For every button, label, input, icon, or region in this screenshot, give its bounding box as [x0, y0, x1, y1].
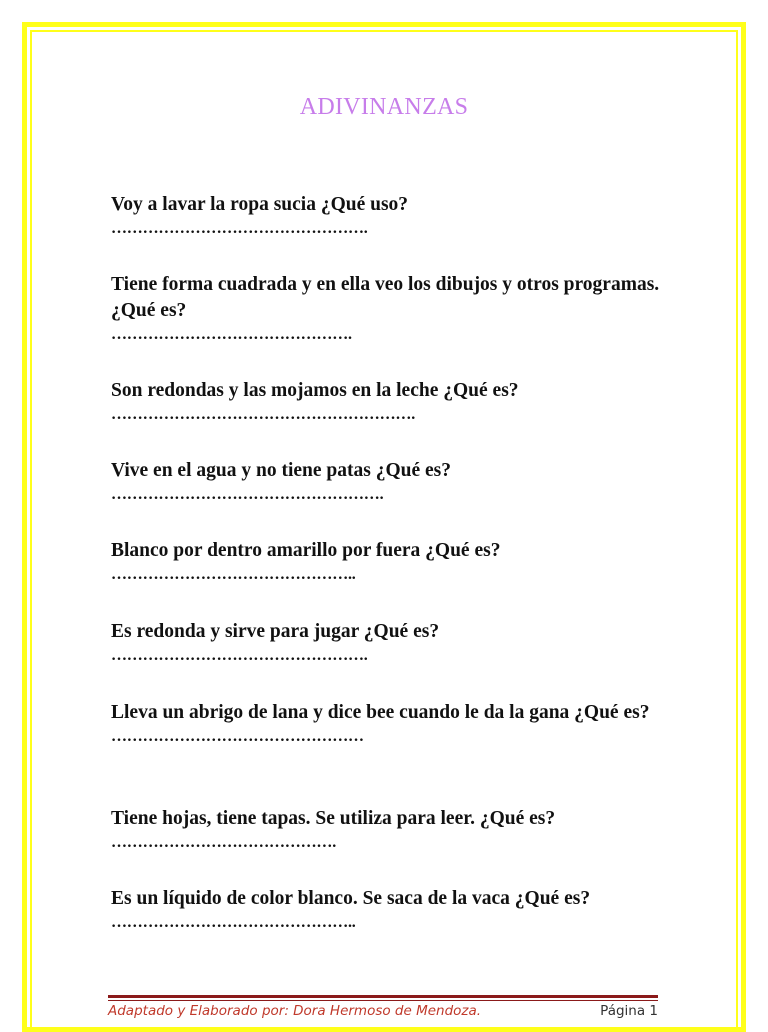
riddle-question: Voy a lavar la ropa sucia ¿Qué uso?: [111, 194, 409, 215]
page-number: Página 1: [600, 1003, 658, 1019]
answer-blank: …………………………………………….: [111, 486, 384, 503]
riddle-question: Es redonda y sirve para jugar ¿Qué es?: [111, 621, 440, 642]
page-border-inner: [30, 30, 738, 1030]
answer-blank: ………………………………………………….: [111, 406, 416, 423]
riddle-question: Son redondas y las mojamos en la leche ¿Qué es?: [111, 380, 519, 401]
answer-blank: ………………………………………….: [111, 647, 368, 664]
answer-blank: …………………………………….: [111, 834, 337, 851]
riddle-item: [111, 458, 671, 506]
footer-rule-thick: [108, 995, 658, 998]
riddle-item: [111, 192, 671, 240]
answer-blank: ………………………………………..: [111, 914, 356, 931]
footer-rule-thin: [108, 1000, 658, 1001]
answer-blank: ………………………………………..: [111, 566, 356, 583]
riddle-item: [111, 272, 671, 346]
riddle-question: Tiene hojas, tiene tapas. Se utiliza para leer. ¿Qué es?: [111, 808, 556, 829]
page-title: ADIVINANZAS: [299, 94, 469, 120]
riddle-item: [111, 538, 671, 586]
riddle-item: [111, 619, 671, 667]
riddle-item: [111, 806, 671, 854]
answer-blank: ………………………………………….: [111, 220, 368, 237]
riddle-item: [111, 378, 671, 426]
riddle-question: Vive en el agua y no tiene patas ¿Qué es?: [111, 460, 451, 481]
riddle-question: Es un líquido de color blanco. Se saca de la vaca ¿Qué es?: [111, 888, 591, 909]
answer-blank: ……………………………………….: [111, 326, 352, 343]
riddle-item: [111, 700, 671, 748]
riddle-question: Tiene forma cuadrada y en ella veo los dibujos y otros programas. ¿Qué es?: [111, 274, 660, 321]
riddle-question: Blanco por dentro amarillo por fuera ¿Qué es?: [111, 540, 501, 561]
riddle-item: [111, 886, 671, 934]
answer-blank: …………………………………………: [111, 728, 364, 745]
riddle-question: Lleva un abrigo de lana y dice bee cuando le da la gana ¿Qué es?: [111, 702, 650, 723]
footer-credit: Adaptado y Elaborado por: Dora Hermoso de Mendoza.: [108, 1003, 482, 1019]
